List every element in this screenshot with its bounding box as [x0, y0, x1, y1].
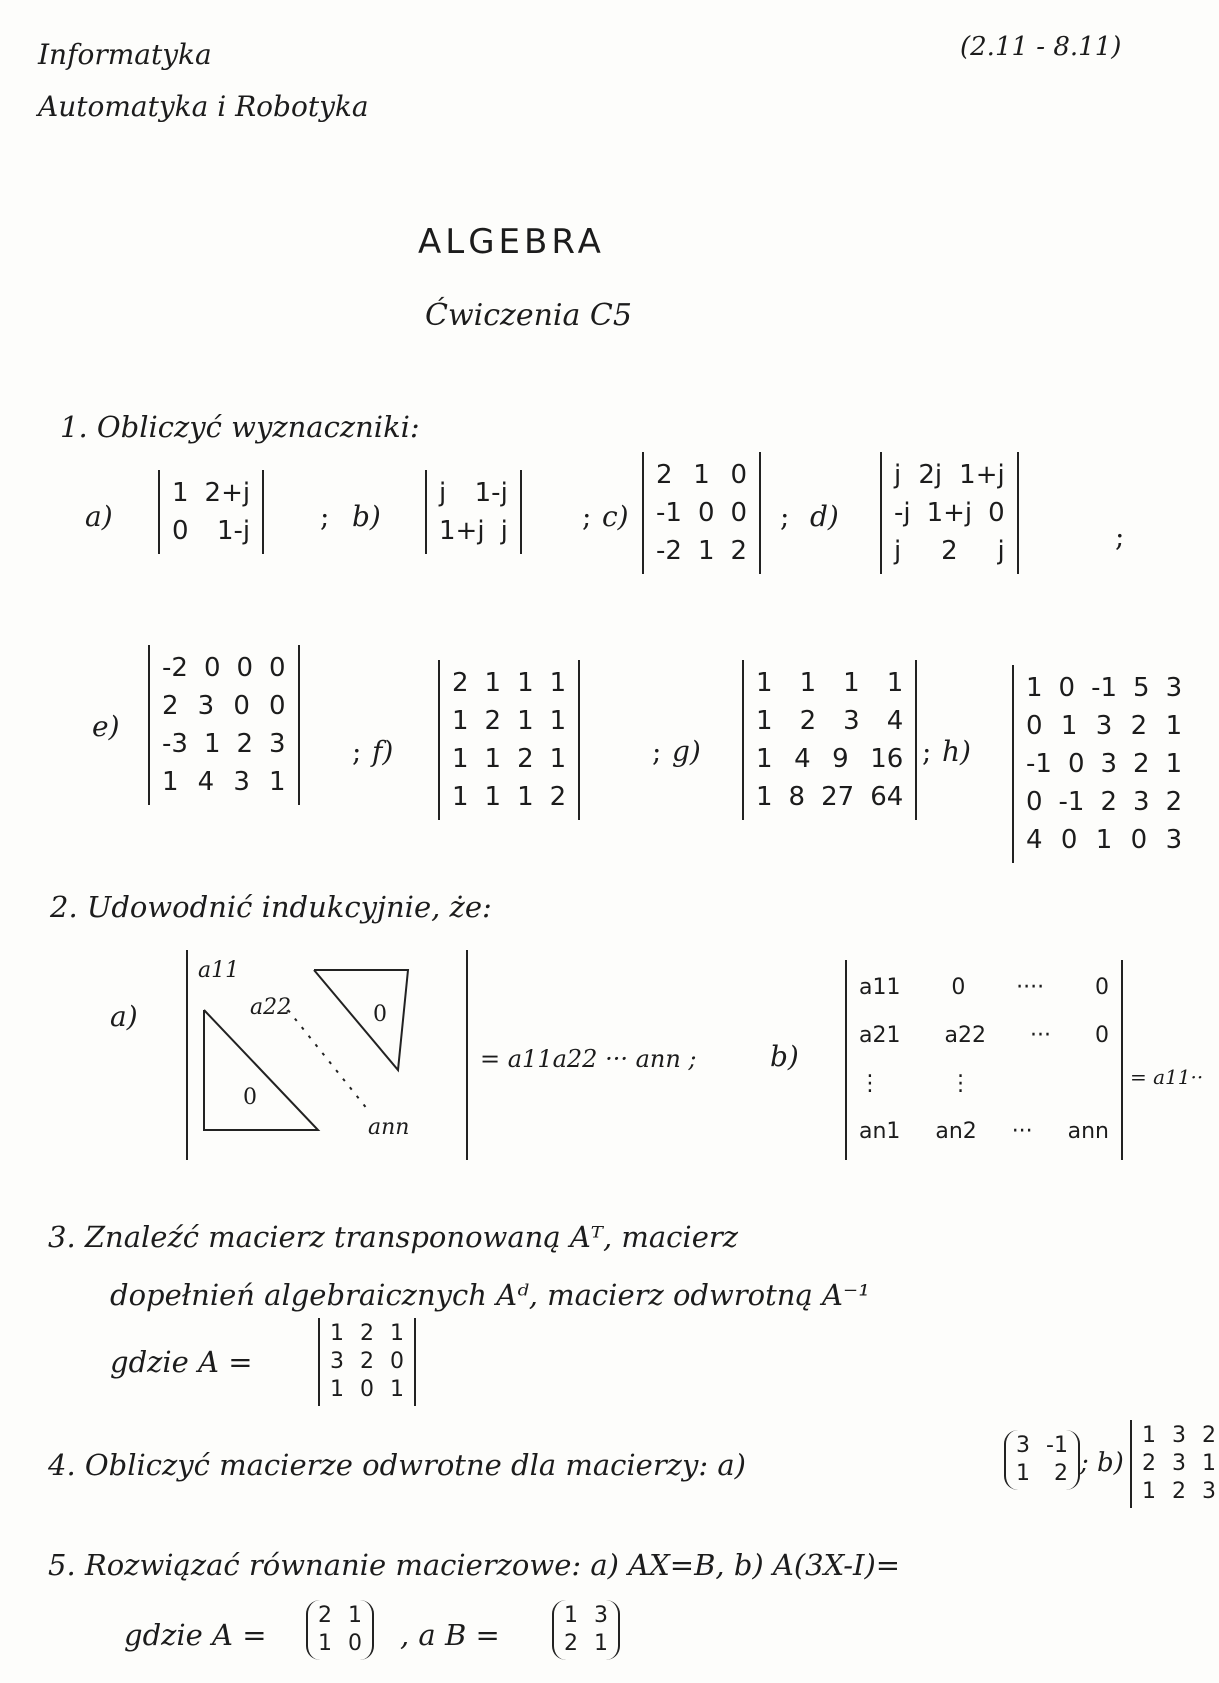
det-e-entry: 1 — [203, 729, 221, 759]
det-d-entry: j — [997, 536, 1005, 566]
mat-5a-entry: 2 — [318, 1603, 332, 1628]
det-f-row — [452, 702, 566, 740]
det-c-entry: 2 — [730, 536, 748, 566]
mat-4b-entry: 3 — [1202, 1479, 1216, 1504]
det-d-entry: 1+j — [959, 460, 1005, 490]
det-2b-row — [859, 1108, 1109, 1156]
det-c-entry: 0 — [730, 498, 748, 528]
separator: ; — [922, 735, 932, 768]
course-line-1: Informatyka — [38, 38, 212, 71]
det-b-entry: 1-j — [474, 478, 508, 508]
det-g-entry: 9 — [832, 744, 849, 774]
task1-b-label: b) — [352, 500, 381, 533]
det-g-entry: 4 — [886, 706, 904, 736]
task1-a-label: a) — [85, 500, 113, 533]
det-e-row — [162, 725, 286, 763]
mat-4b-entry: 3 — [1172, 1423, 1186, 1448]
mat-5b-entry: 1 — [594, 1631, 608, 1656]
det-f-entry: 1 — [517, 782, 534, 812]
mat-4b-entry: 1 — [1142, 1423, 1156, 1448]
det-e-row — [162, 649, 286, 687]
det-g-entry: 2 — [799, 706, 817, 736]
mat-3-entry: 0 — [390, 1349, 404, 1374]
det-h-entry: 1 — [1060, 711, 1078, 741]
det-2b-entry: a21 — [859, 1023, 901, 1048]
det-a-entry: 1 — [172, 478, 189, 508]
det-e-entry: 0 — [269, 691, 286, 721]
det-d-entry: 1+j — [926, 498, 973, 528]
det-e-entry: 0 — [233, 691, 250, 721]
det-b-entry: 1+j — [439, 516, 485, 546]
det-f-entry: 1 — [517, 706, 534, 736]
det-d-entry: 0 — [988, 498, 1005, 528]
det-h-entry: 4 — [1026, 825, 1043, 855]
det-h-entry: 0 — [1026, 711, 1043, 741]
det-h-entry: 1 — [1095, 825, 1113, 855]
det-g-entry: 1 — [799, 668, 817, 698]
mat-4a-entry: 1 — [1016, 1461, 1030, 1486]
det-a-entry: 2+j — [204, 478, 251, 508]
task3-line-2: dopełnień algebraicznych Aᵈ, macierz odwrotną A⁻¹ — [110, 1278, 870, 1312]
det-c-entry: 0 — [697, 498, 715, 528]
mat-4b-row — [1142, 1422, 1216, 1450]
det-d-row — [894, 494, 1005, 532]
det-g-row — [756, 740, 903, 778]
upper-zero: 0 — [373, 1002, 387, 1027]
det-2b-row — [859, 1060, 1109, 1108]
mat-3-entry: 2 — [360, 1349, 374, 1374]
det-f-entry: 1 — [484, 668, 502, 698]
det-d-entry: 2 — [941, 536, 958, 566]
det-h-entry: -1 — [1026, 749, 1052, 779]
det-2b-entry: ··· — [1011, 1119, 1033, 1144]
det-g-row — [756, 702, 903, 740]
task1-h-label: h) — [942, 735, 971, 768]
determinant-d — [880, 452, 1019, 574]
mat-3-entry: 0 — [360, 1377, 374, 1402]
mat-3-entry: 3 — [330, 1349, 344, 1374]
det-f-entry: 1 — [484, 782, 502, 812]
det-b-row — [439, 512, 508, 550]
det-f-row — [452, 664, 566, 702]
task1-e-label: e) — [92, 710, 120, 743]
det-e-entry: 1 — [162, 767, 179, 797]
task2-a-determinant — [186, 950, 468, 1160]
task2-a-label: a) — [110, 1000, 138, 1033]
mat-3-entry: 2 — [360, 1321, 374, 1346]
det-h-entry: 0 — [1058, 673, 1076, 703]
det-a-row — [172, 474, 250, 512]
det-f-entry: 2 — [517, 744, 534, 774]
date-range: (2.11 - 8.11) — [960, 32, 1122, 62]
det-e-entry: 2 — [236, 729, 254, 759]
task1-d-label: d) — [810, 500, 839, 533]
task1-heading: 1. Obliczyć wyznaczniki: — [60, 410, 420, 444]
task5-and-b: , a B = — [400, 1618, 500, 1652]
det-g-entry: 1 — [886, 668, 904, 698]
det-d-entry: 2j — [918, 460, 943, 490]
mat-4a-entry: 2 — [1053, 1461, 1068, 1486]
det-f-entry: 1 — [517, 668, 534, 698]
det-f-entry: 1 — [484, 744, 502, 774]
det-h-entry: 3 — [1095, 711, 1113, 741]
mat-5a-entry: 1 — [348, 1603, 362, 1628]
det-d-entry: -j — [894, 498, 911, 528]
separator: ; — [652, 735, 662, 768]
det-e-entry: 4 — [197, 767, 215, 797]
course-line-2: Automatyka i Robotyka — [38, 90, 369, 123]
separator: ; — [352, 735, 362, 768]
mat-4b-entry: 2 — [1172, 1479, 1186, 1504]
entry-ann: ann — [368, 1115, 410, 1140]
det-h-entry: 0 — [1130, 825, 1148, 855]
determinant-f — [438, 660, 580, 820]
det-g-entry: 64 — [870, 782, 904, 812]
task5-where: gdzie A = — [124, 1618, 267, 1652]
determinant-a — [158, 470, 264, 554]
entry-a11: a11 — [198, 958, 240, 983]
mat-4a-row — [1016, 1460, 1068, 1488]
determinant-h — [1012, 665, 1182, 863]
det-e-entry: 0 — [269, 653, 286, 683]
mat-5b-entry: 1 — [564, 1603, 578, 1628]
det-c-entry: -1 — [656, 498, 682, 528]
det-2b-entry: ⋮ — [949, 1071, 972, 1096]
mat-4b-row — [1142, 1478, 1216, 1506]
mat-5b-row — [564, 1630, 608, 1658]
det-g-entry: 16 — [870, 744, 904, 774]
det-d-entry: j — [894, 536, 902, 566]
mat-3-entry: 1 — [330, 1377, 344, 1402]
det-d-row — [894, 456, 1005, 494]
det-b-row — [439, 474, 508, 512]
det-h-entry: -1 — [1091, 673, 1118, 703]
mat-4a-entry: -1 — [1046, 1433, 1068, 1458]
det-2b-entry: 0 — [951, 975, 966, 1000]
det-h-row — [1026, 707, 1182, 745]
det-2b-entry: a22 — [944, 1023, 986, 1048]
task2-b-determinant — [845, 960, 1123, 1160]
det-e-entry: 1 — [269, 767, 286, 797]
det-g-entry: 4 — [794, 744, 811, 774]
task3-line-3: gdzie A = — [110, 1345, 253, 1379]
det-g-entry: 27 — [821, 782, 855, 812]
determinant-g — [742, 660, 917, 820]
det-g-entry: 3 — [843, 706, 860, 736]
task1-f-label: f) — [372, 735, 394, 768]
task2-b-label: b) — [770, 1040, 799, 1073]
det-2b-entry: ann — [1067, 1119, 1109, 1144]
mat-3-row — [330, 1376, 404, 1404]
det-g-entry: 1 — [756, 668, 773, 698]
det-2b-row — [859, 1012, 1109, 1060]
separator: ; — [780, 500, 790, 533]
mat-5b-row — [564, 1602, 608, 1630]
task2-a-result: = a11a22 ··· ann ; — [480, 1045, 697, 1073]
det-e-entry: 3 — [269, 729, 286, 759]
det-e-entry: -2 — [162, 653, 188, 683]
det-2b-entry: ⋮ — [859, 1071, 881, 1096]
task3-line-1: 3. Znaleźć macierz transponowaną Aᵀ, macierz — [48, 1220, 738, 1254]
det-f-entry: 2 — [484, 706, 502, 736]
task2-heading: 2. Udowodnić indukcyjnie, że: — [50, 890, 492, 924]
det-c-row — [656, 532, 747, 570]
det-c-entry: 2 — [656, 460, 673, 490]
det-f-row — [452, 740, 566, 778]
mat-4b-entry: 1 — [1202, 1451, 1216, 1476]
task1-g-label: g) — [672, 735, 701, 768]
mat-5b-entry: 3 — [594, 1603, 608, 1628]
det-e-entry: 0 — [203, 653, 221, 683]
det-h-entry: 1 — [1165, 749, 1183, 779]
task4-matrix-b — [1130, 1420, 1219, 1508]
det-2b-entry: ···· — [1016, 975, 1045, 1000]
det-h-entry: 2 — [1100, 787, 1118, 817]
det-h-entry: 5 — [1133, 673, 1150, 703]
det-e-entry: 0 — [236, 653, 254, 683]
det-2b-entry: a11 — [859, 975, 901, 1000]
task5-text: 5. Rozwiązać równanie macierzowe: a) AX=B, b) A(3X-I)= — [48, 1548, 901, 1582]
det-2b-entry: 0 — [1095, 975, 1109, 1000]
det-c-row — [656, 456, 747, 494]
det-h-entry: 2 — [1165, 787, 1183, 817]
det-f-entry: 1 — [549, 744, 567, 774]
mat-4b-entry: 1 — [1142, 1479, 1156, 1504]
determinant-b — [425, 470, 522, 554]
page-title: ALGEBRA — [418, 222, 605, 262]
det-g-row — [756, 778, 903, 816]
det-2b-entry: 0 — [1095, 1023, 1109, 1048]
det-2b-entry: an1 — [859, 1119, 901, 1144]
det-h-row — [1026, 783, 1182, 821]
task3-matrix-A — [318, 1318, 416, 1406]
det-g-entry: 1 — [843, 668, 860, 698]
det-f-entry: 1 — [452, 744, 469, 774]
determinant-e — [148, 645, 300, 805]
det-h-entry: 0 — [1067, 749, 1085, 779]
task1-c-label: c) — [602, 500, 629, 533]
mat-5a-entry: 0 — [348, 1631, 362, 1656]
det-f-entry: 1 — [549, 706, 567, 736]
mat-4b-entry: 2 — [1202, 1423, 1216, 1448]
separator: ; — [1115, 520, 1125, 553]
det-g-entry: 8 — [788, 782, 806, 812]
determinant-c — [642, 452, 761, 574]
det-d-entry: j — [894, 460, 902, 490]
det-e-row — [162, 763, 286, 801]
det-h-entry: 3 — [1100, 749, 1118, 779]
mat-5a-row — [318, 1630, 362, 1658]
mat-3-row — [330, 1320, 404, 1348]
mat-5a-entry: 1 — [318, 1631, 332, 1656]
det-h-entry: 2 — [1133, 749, 1150, 779]
det-h-entry: 2 — [1130, 711, 1148, 741]
mat-4b-entry: 2 — [1142, 1451, 1156, 1476]
det-f-entry: 2 — [549, 782, 567, 812]
det-c-row — [656, 494, 747, 532]
mat-3-entry: 1 — [330, 1321, 344, 1346]
det-f-entry: 1 — [452, 782, 469, 812]
det-2b-entry: ··· — [1030, 1023, 1051, 1048]
det-b-entry: j — [500, 516, 508, 546]
det-a-entry: 1-j — [216, 516, 251, 546]
det-h-row — [1026, 821, 1182, 859]
task4-b-label: ; b) — [1080, 1448, 1124, 1478]
det-e-row — [162, 687, 286, 725]
det-h-row — [1026, 745, 1182, 783]
det-f-entry: 1 — [549, 668, 567, 698]
mat-4a-row — [1016, 1432, 1068, 1460]
det-h-entry: 3 — [1165, 825, 1183, 855]
task4-matrix-a — [1004, 1430, 1080, 1490]
det-b-entry: j — [439, 478, 447, 508]
det-e-entry: 3 — [197, 691, 215, 721]
det-c-entry: 0 — [730, 460, 748, 490]
det-g-entry: 1 — [756, 744, 773, 774]
mat-3-row — [330, 1348, 404, 1376]
mat-4a-entry: 3 — [1016, 1433, 1030, 1458]
det-h-entry: 1 — [1026, 673, 1043, 703]
det-c-entry: 1 — [693, 460, 710, 490]
det-e-entry: 2 — [162, 691, 179, 721]
det-h-entry: 1 — [1165, 711, 1183, 741]
det-d-row — [894, 532, 1005, 570]
det-a-row — [172, 512, 250, 550]
det-e-entry: -3 — [162, 729, 188, 759]
task4-text: 4. Obliczyć macierze odwrotne dla macierzy: a) — [48, 1448, 746, 1482]
det-f-entry: 2 — [452, 668, 469, 698]
entry-a22: a22 — [250, 995, 292, 1020]
det-c-entry: -2 — [656, 536, 682, 566]
mat-4b-row — [1142, 1450, 1216, 1478]
task2-b-result: = a11·· — [1130, 1065, 1204, 1089]
separator: ; — [582, 500, 592, 533]
det-h-entry: -1 — [1058, 787, 1085, 817]
det-h-entry: 0 — [1060, 825, 1078, 855]
det-e-entry: 3 — [233, 767, 250, 797]
separator: ; — [320, 500, 330, 533]
task5-matrix-A — [306, 1600, 374, 1660]
det-h-entry: 3 — [1133, 787, 1150, 817]
mat-4b-entry: 3 — [1172, 1451, 1186, 1476]
det-f-row — [452, 778, 566, 816]
det-g-row — [756, 664, 903, 702]
lower-zero: 0 — [243, 1085, 257, 1110]
mat-3-entry: 1 — [390, 1377, 404, 1402]
mat-3-entry: 1 — [390, 1321, 404, 1346]
det-2b-row — [859, 964, 1109, 1012]
mat-5b-entry: 2 — [564, 1631, 578, 1656]
det-f-entry: 1 — [452, 706, 469, 736]
det-2b-entry: an2 — [935, 1119, 977, 1144]
det-h-entry: 3 — [1165, 673, 1183, 703]
det-h-entry: 0 — [1026, 787, 1043, 817]
det-a-entry: 0 — [172, 516, 189, 546]
det-g-entry: 1 — [756, 706, 773, 736]
mat-5a-row — [318, 1602, 362, 1630]
det-g-entry: 1 — [756, 782, 773, 812]
det-h-row — [1026, 669, 1182, 707]
triangle-sketch — [188, 950, 466, 1160]
det-c-entry: 1 — [697, 536, 715, 566]
page-subtitle: Ćwiczenia C5 — [425, 298, 632, 333]
task5-matrix-B — [552, 1600, 620, 1660]
